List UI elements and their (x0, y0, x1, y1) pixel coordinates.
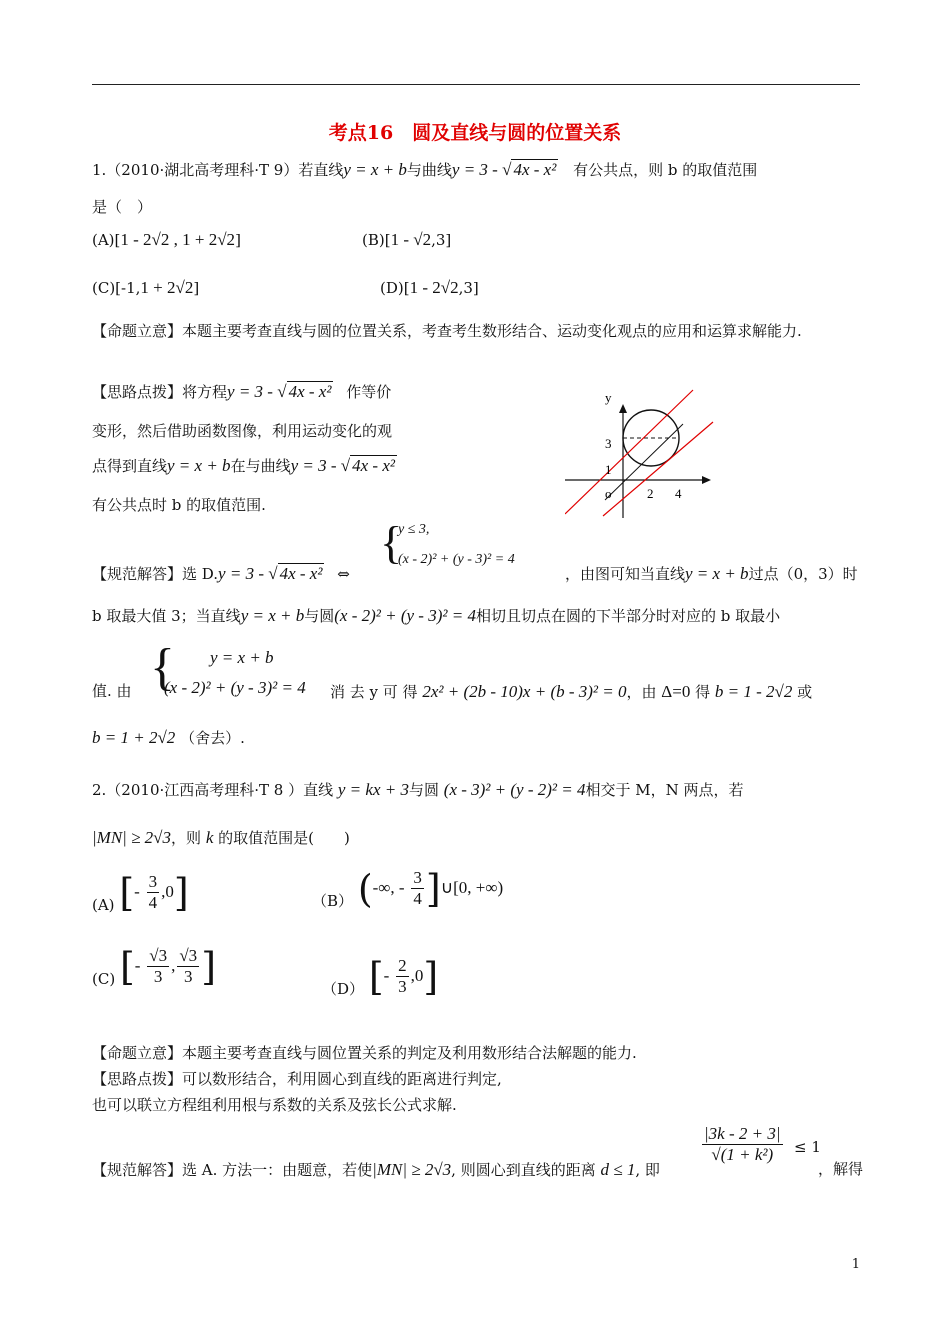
q2-sol-distance: d ≤ 1 (600, 1160, 636, 1179)
q2-option-c-label: (C) (92, 969, 116, 988)
q2-option-b-num: 3 (411, 868, 424, 889)
q1-hint-line4: 有公共点时 b 的取值范围. (92, 496, 266, 514)
q2-solution-text-e: ，解得 (818, 1160, 864, 1178)
q1-line-eq: y = x + b (343, 160, 407, 179)
q2-option-d-num: 2 (396, 956, 409, 977)
q1-sol-b-max: b = 1 + 2√2 (92, 728, 176, 747)
q1-sol-system-row1: y ≤ 3, (398, 522, 430, 537)
q1-hint-text-1a: 将方程 (182, 383, 228, 401)
q1-option-c (92, 278, 199, 298)
q2-option-c-den2: 3 (184, 967, 193, 987)
q2-stem-text-a: 2.（2010·江西高考理科·T 8 ）直线 (92, 781, 334, 799)
q2-condition: |MN| ≥ 2√3 (92, 828, 172, 847)
graph-tick-4: 4 (675, 486, 682, 501)
q2-solution-label: 【规范解答】 (92, 1161, 183, 1179)
q2-option-c-den: 3 (153, 967, 163, 987)
graph-line-through-origin (605, 424, 683, 500)
q2-stem-line2 (92, 828, 350, 848)
q2-intent (92, 1044, 637, 1062)
q1-hint-line1: 【思路点拨】将方程y = 3 - √ 4x - x² 作等价 (92, 382, 392, 401)
q1-curve-radicand: 4x - x² (513, 160, 557, 179)
q1-solution-text-3c: ，由 (626, 683, 657, 701)
q2-solution-text-c: , 即 (635, 1161, 660, 1179)
q2-line-eq: y = kx + 3 (337, 780, 409, 799)
q1-option-b-label: (B)[ (362, 231, 391, 249)
q2-option-a-end: ,0 (161, 881, 174, 901)
q2-solution-text-b: , 则圆心到直线的距离 (451, 1161, 596, 1179)
header-rule (92, 84, 860, 85)
q2-hint-label: 【思路点拨】 (92, 1070, 183, 1088)
q1-hint-label: 【思路点拨】 (92, 383, 183, 401)
q2-k: k (205, 828, 214, 847)
q1-option-a (92, 230, 241, 250)
graph-tick-1: 1 (605, 462, 612, 477)
q2-stem-text-c: 相交于 M，N 两点，若 (585, 781, 744, 799)
q2-stem-text-e: 的取值范围是( ) (218, 829, 350, 847)
graph-y-arrow (619, 404, 627, 413)
q1-solution-text-1c: 过点（0，3）时 (748, 565, 858, 583)
q1-option-d-end: ,3] (458, 279, 479, 297)
q1-stem-text-a: 1.（2010·湖北高考理科·T 9）若直线 (92, 161, 344, 179)
graph-line-upper (565, 390, 693, 514)
q1-sol-curve-radicand: 4x - x² (279, 564, 323, 583)
q1-solution-text-1a: 选 D. (182, 565, 219, 583)
q1-sol-line-eq: y = x + b (685, 564, 749, 583)
q1-curve-lhs: y = 3 - (451, 160, 503, 179)
q1-solution-text-4: （舍去）. (180, 729, 245, 747)
q1-intent-text: 本题主要考查直线与圆的位置关系，考查考生数形结合、运动变化观点的应用和运算求解能力. (182, 322, 802, 340)
q2-circle-eq: (x - 3)² + (y - 2)² = 4 (443, 780, 586, 799)
q1-hint-line3: 点得到直线y = x + b在与曲线y = 3 - √ 4x - x² (92, 456, 395, 475)
q1-solution-text-3b: 消 去 y 可 得 (330, 683, 418, 701)
q1-hint-curve-lhs: y = 3 - (227, 382, 278, 401)
q1-option-c-label: (C)[-1, (92, 279, 141, 297)
q1-hint-line-eq: y = x + b (167, 456, 231, 475)
q1-solution-line1-cont (565, 564, 858, 584)
graph-y-label: y (605, 390, 612, 405)
q2-hint-text: 可以数形结合，利用圆心到直线的距离进行判定, (182, 1070, 502, 1088)
q1-option-b-end: ,3] (431, 231, 452, 249)
q2-option-c-num: √3 (147, 946, 169, 967)
q2-option-a-label: (A) (92, 895, 115, 914)
q1-sol-line-eq-2: y = x + b (240, 606, 305, 625)
q2-option-a: (A) [- $\frac{3}{4}$ ,0] (92, 870, 189, 915)
q2-option-c: (C) [- $\frac{√3}{3}$ , $\frac{√3}{3}$ ] (92, 944, 217, 989)
q1-hint-text-1b: 作等价 (346, 383, 392, 401)
q1-option-a-end: ] (235, 231, 241, 249)
q1-hint-text-3a: 点得到直线 (92, 457, 168, 475)
q1-hint-curve-lhs-2: y = 3 - (290, 456, 341, 475)
q1-sol-system2-row1: y = x + b (210, 648, 274, 667)
q2-intent-label: 【命题立意】 (92, 1044, 183, 1062)
q1-sol-b-min: b = 1 - 2√2 (714, 682, 793, 701)
q1-stem-text-b: 与曲线 (406, 161, 452, 179)
q2-solution (92, 1160, 660, 1180)
q2-option-d-label: （D） (322, 979, 365, 998)
q1-hint-line2: 变形，然后借助函数图像，利用运动变化的观 (92, 422, 393, 440)
q1-hint-curve-radicand: 4x - x² (288, 382, 332, 401)
q1-solution-line4 (92, 728, 245, 748)
q1-solution-text-2b: 与圆 (304, 607, 335, 625)
q1-sol-quad-eq: 2x² + (2b - 10)x + (b - 3)² = 0 (422, 682, 627, 701)
q2-solution-text-a: 选 A. 方法一：由题意，若使 (182, 1161, 373, 1179)
q2-option-b-den: 4 (413, 889, 422, 909)
q1-sol-delta: Δ=0 (661, 682, 691, 701)
q1-stem: 1.（2010·湖北高考理科·T 9）若直线y = x + b与曲线y = 3 - √ 4x - x² 有公共点，则 b 的取值范围 (92, 160, 758, 179)
q2-option-d: （D） [- $\frac{2}{3}$ ,0] (322, 954, 439, 999)
q1-solution-text-2a: b 取最大值 3；当直线 (92, 607, 241, 625)
q1-sol-circle-eq: (x - 2)² + (y - 3)² = 4 (334, 606, 476, 625)
q1-hint-text-3b: 在与曲线 (230, 457, 291, 475)
q1-intent-label: 【命题立意】 (92, 322, 183, 340)
q2-option-b-pre: -∞, - (372, 877, 405, 897)
q1-graph (565, 388, 715, 523)
q2-stem-text-d: ，则 (171, 829, 202, 847)
graph-tick-3: 3 (605, 436, 612, 451)
q1-stem-text-c: 有公共点，则 b 的取值范围 (573, 161, 758, 179)
page-number: 1 (851, 1257, 860, 1272)
q1-option-a-label: (A)[ (92, 231, 121, 249)
q1-solution-text-1b: ，由图可知当直线 (565, 565, 686, 583)
q2-sol-condition: |MN| ≥ 2√3 (372, 1160, 452, 1179)
q2-option-a-num: 3 (147, 872, 160, 893)
graph-origin: o (605, 486, 612, 501)
q2-intent-text: 本题主要考查直线与圆位置关系的判定及利用数形结合法解题的能力. (182, 1044, 637, 1062)
q1-option-d (380, 278, 479, 298)
q2-option-d-den: 3 (398, 977, 407, 997)
q2-sol-fraction-num: |3k - 2 + 3| (704, 1124, 781, 1143)
q1-option-d-value: 1 - 2√2 (409, 278, 459, 297)
q1-solution-line3-cont (330, 682, 812, 702)
q1-sol-curve-lhs: y = 3 - (218, 564, 269, 583)
graph-tick-2: 2 (647, 486, 654, 501)
q1-solution-text-2c: 相切且切点在圆的下半部分时对应的 b 取最小 (475, 607, 781, 625)
q2-stem (92, 780, 744, 800)
q1-solution-label: 【规范解答】 (92, 565, 183, 583)
q1-sol-system-row2: (x - 2)² + (y - 3)² = 4 (398, 552, 515, 567)
q2-sol-fraction-rel: ≤ 1 (794, 1138, 821, 1156)
q1-solution-line1: 【规范解答】选 D.y = 3 - √ 4x - x² ⇔ (92, 564, 350, 583)
q1-option-b (362, 230, 451, 250)
q1-option-b-value: 1 - √2 (390, 230, 432, 249)
graph-line-lower (603, 422, 713, 516)
q1-solution-line2 (92, 606, 780, 626)
q2-option-b: （B） (-∞, - $\frac{3}{4}$ ]∪[0, +∞) (312, 866, 504, 911)
q1-stem-end: 是（ ） (92, 198, 153, 216)
q1-solution-line3: 值. 由 (92, 682, 132, 700)
q1-hint-curve-radicand-2: 4x - x² (352, 456, 395, 475)
q2-option-d-end: ,0 (410, 965, 424, 985)
q1-option-c-value: 1 + 2√2 (140, 278, 194, 297)
q2-option-b-label: （B） (312, 891, 354, 910)
page-title: 考点16 圆及直线与圆的位置关系 (328, 122, 622, 144)
q2-sol-fraction-den: √(1 + k²) (711, 1145, 774, 1164)
q1-solution-text-3d: 得 (695, 683, 711, 701)
q2-hint (92, 1070, 502, 1088)
q2-hint-line2: 也可以联立方程组利用根与系数的关系及弦长公式求解. (92, 1096, 457, 1114)
q1-sol-system2-row2: (x - 2)² + (y - 3)² = 4 (164, 678, 306, 697)
q1-intent (92, 322, 802, 340)
q2-option-c-num2: √3 (177, 946, 199, 967)
q1-sol-iff: ⇔ (337, 565, 350, 583)
q2-stem-text-b: 与圆 (408, 781, 439, 799)
q1-option-d-label: (D)[ (380, 279, 410, 297)
graph-x-arrow (702, 476, 711, 484)
q2-option-b-end: ∪[0, +∞) (440, 877, 504, 897)
q1-solution-text-3e: 或 (797, 683, 813, 701)
q2-option-a-den: 4 (148, 893, 158, 913)
q1-option-c-end: ] (193, 279, 200, 297)
q1-option-a-value: 1 - 2√2 , 1 + 2√2 (120, 230, 236, 249)
q2-sol-fraction (702, 1124, 783, 1165)
